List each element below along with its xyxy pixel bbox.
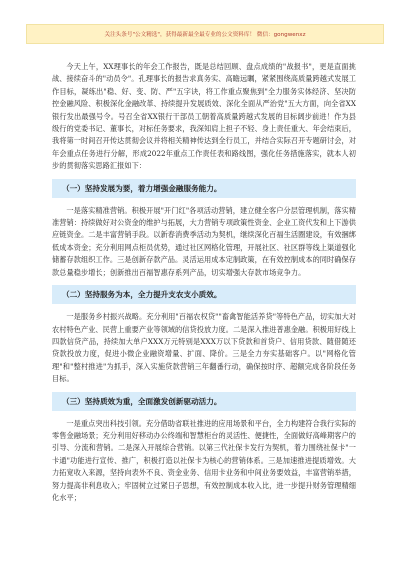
section-paragraph-2: 一是服务乡村振兴战略。充分利用"百福农权贷""畜禽智能活养贷"等特色产品，切实加大对农村特色产业、民营上重要产业等领域的信贷投放力度。二是深入推进普惠金融。积极用好线上四款信贷产品，持续加大单户XXX万元特别是XXX万以下贷款和首贷户、信用贷款、随借随还贷款投放力度，促进小微企业融资增量、扩面、降价。三是全力夯实基础客户。以"网格化管理"和"整村推进"为抓手，深入实施贷款营销三年翻番行动，确保按时序、超额完成各阶段任务目标。 (52, 312, 356, 384)
section-heading-text: （一）坚持发展为要，着力增强金融服务能力。 (62, 183, 222, 193)
section-heading-3 (52, 392, 356, 411)
promo-banner[interactable] (26, 24, 384, 44)
section-paragraph-3: 一是重点突出科技引领。充分借助省联社推进的应用场景和平台，全力构建符合我行实际的零售金融场景；充分利用好移动办公终端和智慧柜台的灵活性、便捷性，全面做好高峰期客户的引导、分流和营销。二是深入开展综合营销。以第三代社保卡发行为契机，着力围绕社保卡"一卡通"功能进行宣传、推广，积极打造以社保卡为核心的营销体系。三是加速推进提质增效。大力拓宽收入来源，坚持向表外不良、资金业务、信用卡业务和中间业务要效益，丰富营销举措，努力提高非利息收入；牢固树立过紧日子思想，有效控制成本收入比，进一步提升财务管理精细化水平； (52, 418, 356, 502)
section-heading-text: （三）坚持质效为重，全面激发创新驱动活力。 (62, 396, 222, 406)
section-heading-2 (52, 285, 356, 304)
section-heading-1 (52, 179, 356, 198)
intro-paragraph: 今天上午，XX理事长的年会工作报告，既是总结回顾、盘点成绩的"战报书"，更是直面挑战、接续奋斗的"动员令"。孔理事长的报告求真务实、高瞻远瞩，紧紧围绕高质量跨越式发展工作目标，凝练出"稳、好、变、防、严"五字诀，将工作重点聚焦到"全力服务实体经济、坚决防控金融风险、积极深化金融改革、持续提升发展质效、深化全面从严治党"五大方面，向全省XX银行发出最强号令。号召全省XX银行干部员工朝着高质量跨越式发展的目标阔步前进！作为县级行的党委书记、董事长，对标任务要求，我深知肩上担子不轻、身上责任重大、年会结束后，我将第一时间召开传达贯彻会议并将相关精神传达到全行员工，并结合实际召开专题研讨会，对年会重点任务进行分解，形成2022年重点工作责任表和路线图，强化任务措施落实，就本人初步的贯彻落实思路汇报如下： (52, 62, 356, 171)
document-content (52, 61, 356, 504)
section-heading-text: （二）坚持服务为本，全力提升支农支小质效。 (62, 290, 222, 300)
promo-banner-text: 关注头条号"公文精选"，获得最新最全最专业的公文资料库！ 微信：gongwenxz (104, 32, 306, 38)
section-paragraph-1: 一是落实精准营销。积极开展"开门红"各项活动营销，建立健全客户分层管理机制，落实精准营销：持续做好对公资金的维护与拓展，大力营销专项政策性资金、企业工资代发和上下游供应链资金。二是丰富营销手段。以新春消费季活动为契机，继续深化百福生活圈建设，有效捆绑低成本资金；充分利用网点柜员优势，通过社区网格化管理，开展社区、社区群等线上渠道强化储蓄存款组织工作。三是创新存款产品。灵活运用成本定制政策，在有效控制成本的同时确保存款总量稳步增长；创新推出百福智惠存系列产品，切实增强大存款市场竞争力。 (52, 205, 356, 277)
